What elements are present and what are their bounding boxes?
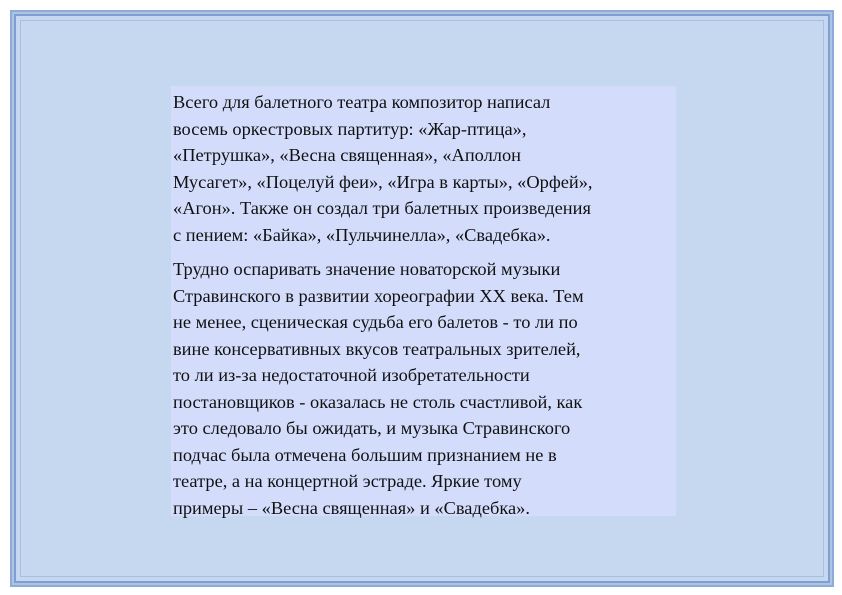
text-line: то ли из-за недостаточной изобретательности	[173, 365, 530, 385]
text-line: «Агон». Также он создал три балетных произведения	[173, 198, 591, 218]
text-line: с пением: «Байка», «Пульчинелла», «Свадебка».	[173, 224, 551, 245]
text-line: восемь оркестровых партитур: «Жар-птица»,	[173, 118, 527, 139]
text-line: театре, а на концертной эстраде. Яркие тому	[173, 471, 522, 491]
text-line: «Петрушка», «Весна священная», «Аполлон	[173, 145, 522, 165]
paragraph-2	[173, 256, 676, 521]
text-line: примеры – «Весна священная» и «Свадебка».	[173, 497, 530, 518]
paragraph-1	[173, 89, 676, 248]
text-line: Мусагет», «Поцелуй феи», «Игра в карты», «Орфей»,	[173, 171, 593, 192]
text-line: постановщиков - оказалась не столь счастливой, как	[173, 391, 583, 412]
text-line: вине консервативных вкусов театральных зрителей,	[173, 338, 581, 359]
text-box	[171, 86, 676, 516]
text-line: Трудно оспаривать значение новаторской музыки	[173, 259, 561, 279]
text-line: не менее, сценическая судьба его балетов - то ли по	[173, 312, 578, 332]
text-line: это следовало бы ожидать, и музыка Стравинского	[173, 418, 571, 438]
slide	[14, 14, 830, 583]
text-line: подчас была отмечена большим признанием не в	[173, 444, 557, 465]
text-line: Стравинского в развитии хореографии XX века. Тем	[173, 285, 584, 306]
text-line: Всего для балетного театра композитор написал	[173, 92, 551, 112]
